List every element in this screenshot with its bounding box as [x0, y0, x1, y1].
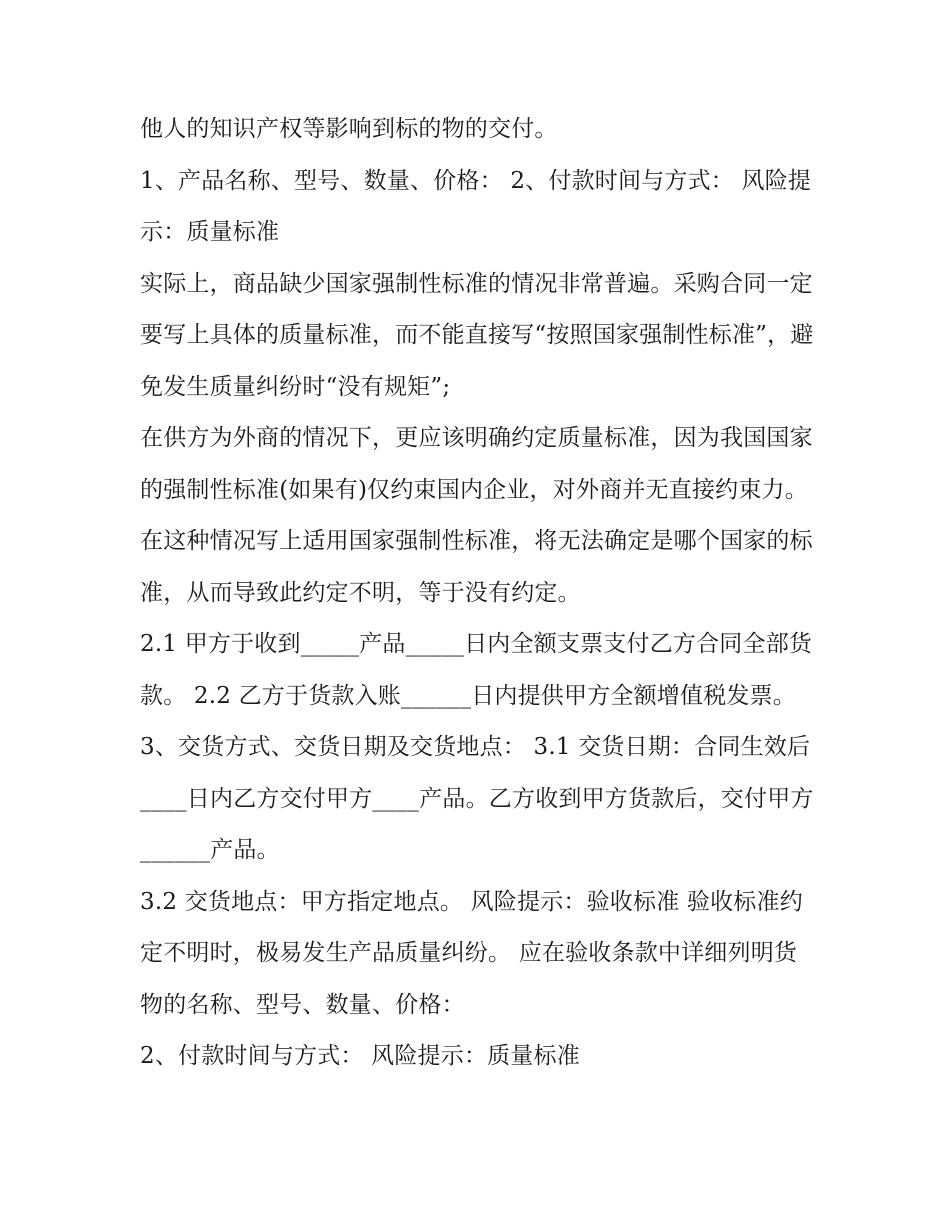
- paragraph-delivery-date: 3、交货方式、交货日期及交货地点： 3.1 交货日期：合同生效后____日内乙方交付甲方____产品。乙方收到甲方货款后，交付甲方______产品。: [140, 734, 814, 863]
- paragraph-ip-delivery: 他人的知识产权等影响到标的物的交付。: [140, 116, 558, 142]
- document-body: [140, 104, 820, 1083]
- paragraph-foreign-supplier: 在供方为外商的情况下，更应该明确约定质量标准，因为我国国家的强制性标准(如果有)仅约束国内企业，对外商并无直接约束力。在这种情况写上适用国家强制性标准，将无法确定是哪个国家的标准，从而导致此约定不明，等于没有约定。: [140, 425, 813, 606]
- paragraph-delivery-location: 3.2 交货地点：甲方指定地点。 风险提示：验收标准 验收标准约定不明时，极易发生产品质量纠纷。 应在验收条款中详细列明货物的名称、型号、数量、价格：: [140, 888, 803, 1018]
- paragraph-payment-method: 2、付款时间与方式： 风险提示：质量标准: [140, 1043, 580, 1069]
- paragraph-payment-terms: 2.1 甲方于收到_____产品_____日内全额支票支付乙方合同全部货款。 2.2 乙方于货款入账______日内提供甲方全额增值税发票。: [140, 631, 813, 709]
- paragraph-product-payment: 1、产品名称、型号、数量、价格： 2、付款时间与方式： 风险提示：质量标准: [140, 167, 812, 245]
- paragraph-quality-standard: 实际上，商品缺少国家强制性标准的情况非常普遍。采购合同一定要写上具体的质量标准，而不能直接写“按照国家强制性标准”，避免发生质量纠纷时“没有规矩”;: [140, 270, 814, 400]
